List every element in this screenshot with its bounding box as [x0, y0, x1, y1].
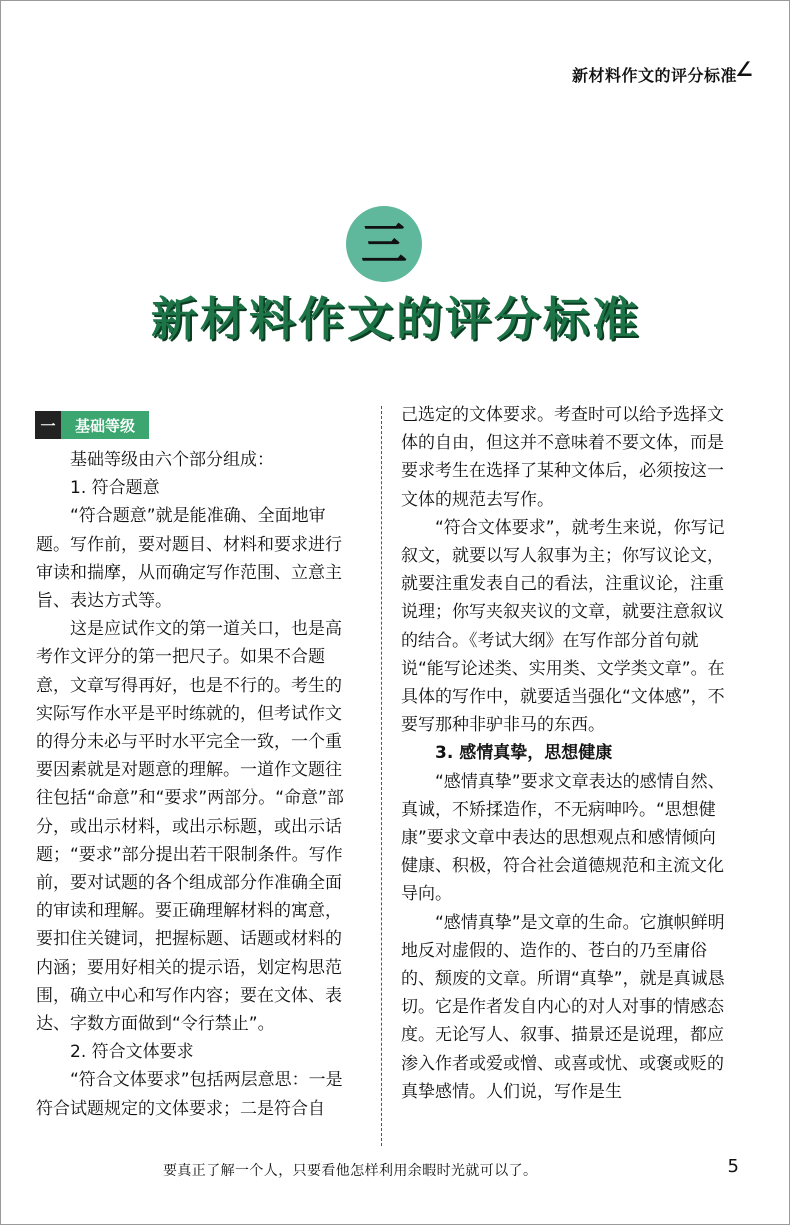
- running-header-title: 新材料作文的评分标准: [571, 66, 737, 85]
- paragraph: 己选定的文体要求。考查时可以给予选择文体的自由，但这并不意味着不要文体，而是要求考生在选择了某种文体后，必须按这一文体的规范去写作。: [401, 405, 724, 510]
- left-text-column: [36, 446, 358, 1123]
- chapter-number-badge: [346, 206, 422, 282]
- section-number: 一: [35, 411, 61, 439]
- page-number: 5: [727, 1156, 739, 1177]
- chapter-title: 新材料作文的评分标准: [151, 292, 641, 346]
- paragraph: “感情真挚”要求文章表达的感情自然、真诚，不矫揉造作，不无病呻吟。“思想健康”要求文章中表达的思想观点和感情倾向健康、积极，符合社会道德规范和主流文化导向。: [401, 771, 725, 905]
- subheading: 2. 符合文体要求: [70, 1042, 194, 1063]
- header-corner-mark: ∠: [735, 57, 753, 81]
- footer-quote: 要真正了解一个人，只要看他怎样利用余暇时光就可以了。: [163, 1163, 538, 1179]
- paragraph: 这是应试作文的第一道关口，也是高考作文评分的第一把尺子。如果不合题意，文章写得再好，也是不行的。考生的实际写作水平是平时练就的，但考试作文的得分未必与平时水平完全一致，一个重要因素就是对题意的理解。一道作文题往往包括“命意”和“要求”两部分。“命意”部分，或出示材料，或出示标题，或出示话题；“要求”部分提出若干限制条件。写作前，要对试题的各个组成部分作准确全面的审读和理解。要正确理解材料的寓意，要扣住关键词，把握标题、话题或材料的内涵；要用好相关的提示语，划定构思范围，确立中心和写作内容；要在文体、表达、字数方面做到“令行禁止”。: [36, 619, 344, 1035]
- section-heading-badge: [35, 411, 149, 439]
- paragraph: 基础等级由六个部分组成：: [70, 450, 274, 470]
- section-label: 基础等级: [61, 411, 149, 439]
- column-divider: [381, 406, 382, 1146]
- paragraph: “符合文体要求”，就考生来说，你写记叙文，就要以写人叙事为主；你写议论文，就要注重发表自己的看法，注重议论，注重说理；你写夹叙夹议的文章，就要注意叙议的结合。《考试大纲》在写作部分首句就说“能写论述类、实用类、文学类文章”。在具体的写作中，就要适当强化“文体感”，不要写那种非驴非马的东西。: [401, 517, 725, 736]
- paragraph: “符合题意”就是能准确、全面地审题。写作前，要对题目、材料和要求进行审读和揣摩，从而确定写作范围、立意主旨、表达方式等。: [36, 506, 342, 612]
- paragraph: “符合文体要求”包括两层意思：一是符合试题规定的文体要求；二是符合自: [36, 1070, 343, 1119]
- subheading: 3. 感情真挚，思想健康: [435, 743, 613, 764]
- paragraph: “感情真挚”是文章的生命。它旗帜鲜明地反对虚假的、造作的、苍白的乃至庸俗的、颓废的文章。所谓“真挚”，就是真诚恳切。它是作者发自内心的对人对事的情感态度。无论写人、叙事、描景还是说理，都应渗入作者或爱或憎、或喜或忧、或褒或贬的真挚感情。人们说，写作是生: [401, 912, 725, 1102]
- chapter-number: 三: [361, 217, 407, 271]
- subheading: 1. 符合题意: [70, 478, 160, 499]
- right-text-column: [401, 401, 731, 1106]
